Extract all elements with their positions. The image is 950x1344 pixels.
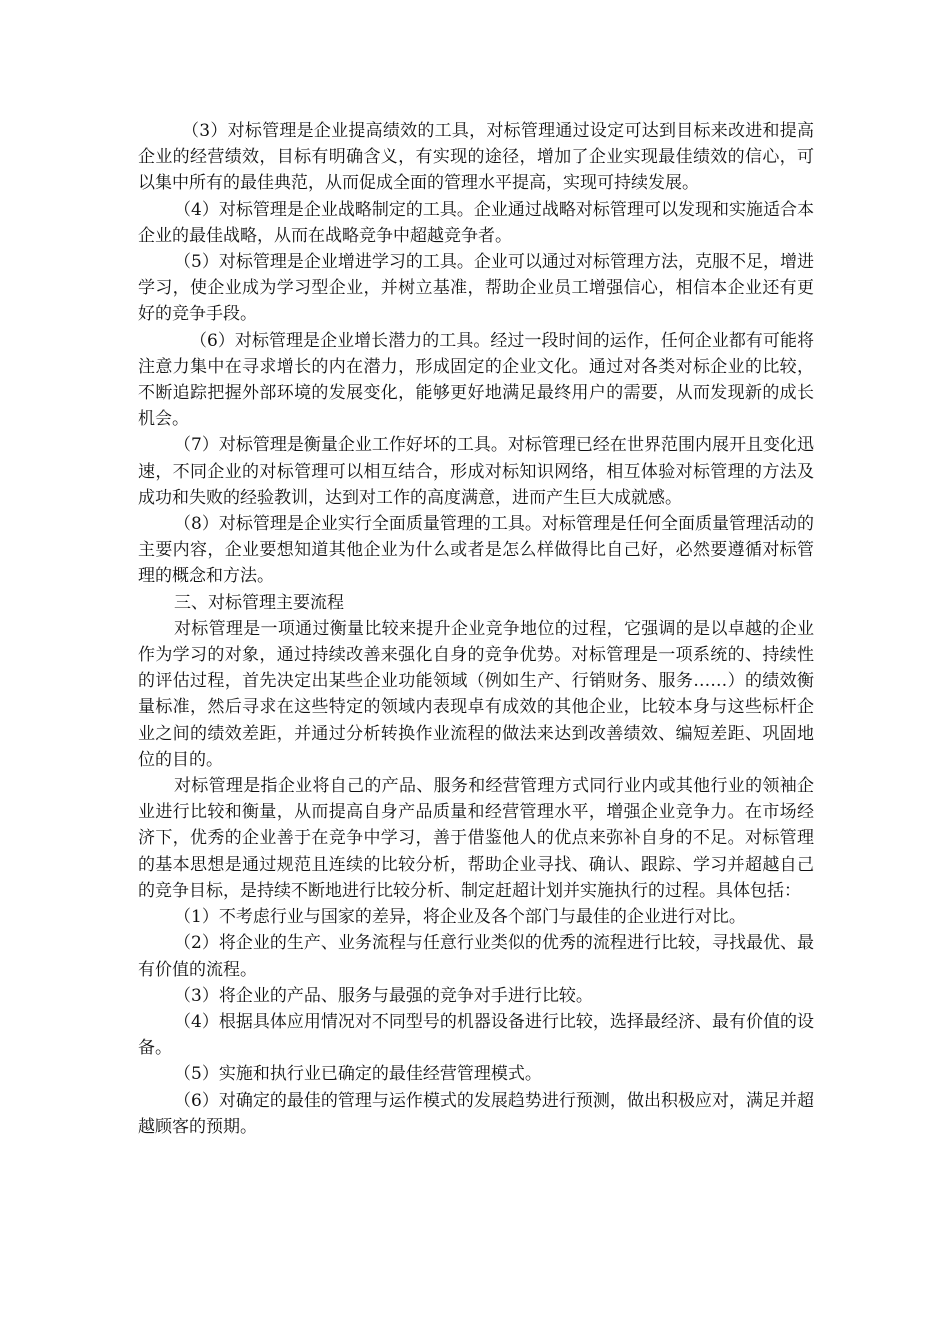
list-item-5: （5）实施和执行业已确定的最佳经营管理模式。 (174, 1064, 542, 1085)
paragraph-tool-quality: （8）对标管理是企业实行全面质量管理的工具。对标管理是任何全面质量管理活动的主要内容，企业要想知道其他企业为什么或者是怎么样做得比自己好，必然要遵循对标管理的概念和方法。 (138, 514, 814, 587)
list-item-1: （1）不考虑行业与国家的差异，将企业及各个部门与最佳的企业进行对比。 (174, 907, 746, 928)
list-item-6: （6）对确定的最佳的管理与运作模式的发展趋势进行预测，做出积极应对，满足并超越顾客的预期。 (138, 1090, 814, 1137)
document-page (138, 118, 814, 1140)
paragraph-tool-strategy: （4）对标管理是企业战略制定的工具。企业通过战略对标管理可以发现和实施适合本企业的最佳战略，从而在战略竞争中超越竞争者。 (138, 199, 814, 246)
paragraph-tool-growth: （6）对标管理是企业增长潜力的工具。经过一段时间的运作，任何企业都有可能将注意力集中在寻求增长的内在潜力，形成固定的企业文化。通过对各类对标企业的比较，不断追踪把握外部环境的发展变化，能够更好地满足最终用户的需要，从而发现新的成长机会。 (138, 330, 814, 430)
list-item-3: （3）将企业的产品、服务与最强的竞争对手进行比较。 (174, 985, 593, 1006)
paragraph-process-overview: 对标管理是一项通过衡量比较来提升企业竞争地位的过程，它强调的是以卓越的企业作为学习的对象，通过持续改善来强化自身的竞争优势。对标管理是一项系统的、持续性的评估过程，首先决定出某些企业功能领域（例如生产、行销财务、服务……）的绩效衡量标准，然后寻求在这些特定的领域内表现卓有成效的其他企业，比较本身与这些标杆企业之间的绩效差距，并通过分析转换作业流程的做法来达到改善绩效、编短差距、巩固地位的目的。 (138, 618, 814, 770)
paragraph-tool-performance: （3）对标管理是企业提高绩效的工具，对标管理通过设定可达到目标来改进和提高企业的经营绩效，目标有明确含义，有实现的途径，增加了企业实现最佳绩效的信心，可以集中所有的最佳典范，从而促成全面的管理水平提高，实现可持续发展。 (138, 121, 814, 194)
section-heading-process: 三、对标管理主要流程 (174, 592, 344, 613)
list-item-4: （4）根据具体应用情况对不同型号的机器设备进行比较，选择最经济、最有价值的设备。 (138, 1011, 814, 1059)
paragraph-tool-learning: （5）对标管理是企业增进学习的工具。企业可以通过对标管理方法，克服不足，增进学习，使企业成为学习型企业，并树立基准，帮助企业员工增强信心，相信本企业还有更好的竞争手段。 (138, 252, 814, 325)
paragraph-tool-evaluation: （7）对标管理是衡量企业工作好坏的工具。对标管理已经在世界范围内展开且变化迅速，不同企业的对标管理可以相互结合，形成对标知识网络，相互体验对标管理的方法及成功和失败的经验教训，达到对工作的高度满意，进而产生巨大成就感。 (138, 435, 814, 508)
list-item-2: （2）将企业的生产、业务流程与任意行业类似的优秀的流程进行比较，寻找最优、最有价值的流程。 (138, 933, 814, 980)
paragraph-process-definition: 对标管理是指企业将自己的产品、服务和经营管理方式同行业内或其他行业的领袖企业进行比较和衡量，从而提高自身产品质量和经营管理水平，增强企业竞争力。在市场经济下，优秀的企业善于在竞争中学习，善于借鉴他人的优点来弥补自身的不足。对标管理的基本思想是通过规范且连续的比较分析，帮助企业寻找、确认、跟踪、学习并超越自己的竞争目标，是持续不断地进行比较分析、制定赶超计划并实施执行的过程。具体包括： (138, 776, 814, 901)
